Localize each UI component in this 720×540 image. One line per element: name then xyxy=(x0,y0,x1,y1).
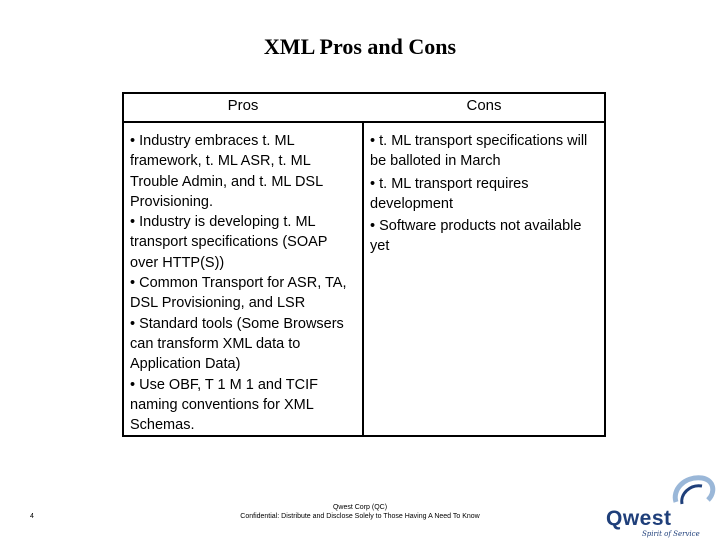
qwest-logo xyxy=(604,472,720,540)
pros-cons-table xyxy=(122,92,606,437)
slide-title: XML Pros and Cons xyxy=(263,34,457,59)
cons-item: • Software products not available yet xyxy=(370,218,582,255)
pros-item: • Common Transport for ASR, TA, DSL Provisioning, and LSR xyxy=(130,275,347,312)
logo-tagline: Spirit of Service xyxy=(642,530,700,538)
pros-item: • Use OBF, T 1 M 1 and TCIF naming conventions for XML Schemas. xyxy=(130,376,319,434)
footer-company: Qwest Corp (QC) xyxy=(332,504,388,511)
pros-item: • Industry is developing t. ML transport specifications (SOAP over HTTP(S)) xyxy=(130,214,328,271)
logo-wordmark: Qwest xyxy=(606,507,672,530)
pros-item: • Industry embraces t. ML framework, t. ML ASR, t. ML Trouble Admin, and t. ML DSL Provisioning. xyxy=(130,133,323,210)
pros-header: Pros xyxy=(227,97,259,114)
cons-item: • t. ML transport requires development xyxy=(370,175,529,212)
pros-item: • Standard tools (Some Browsers can transform XML data to Application Data) xyxy=(130,315,344,373)
footer-confidentiality: Confidential: Distribute and Disclose Solely to Those Having A Need To Know xyxy=(240,513,480,520)
column-divider xyxy=(362,121,364,435)
logo-swoosh-icon xyxy=(668,472,718,512)
page-number: 4 xyxy=(30,513,34,520)
header-divider xyxy=(124,121,604,123)
cons-item: • t. ML transport specifications will be balloted in March xyxy=(370,133,588,170)
cons-header: Cons xyxy=(466,97,502,114)
pros-list xyxy=(130,131,358,435)
cons-list xyxy=(370,131,602,259)
footer xyxy=(200,503,520,521)
